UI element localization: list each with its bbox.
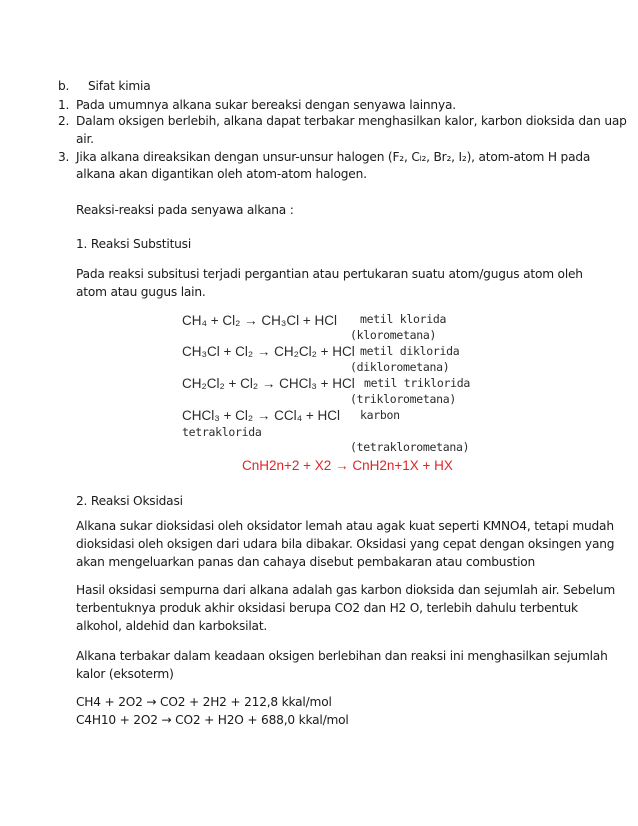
product-name: metil triklorida [364,376,470,390]
product-name: tetraklorida [182,425,262,439]
product-name: (diklorometana) [350,360,450,374]
product-name: metil klorida [360,312,447,326]
oxidation-paragraph: kalor (eksoterm) [76,667,174,681]
substitution-heading: 1. Reaksi Substitusi [76,237,192,251]
substitution-paragraph: Pada reaksi subsitusi terjadi pergantian atau pertukaran suatu atom/gugus atom oleh [76,267,583,281]
combustion-equation: CH4 + 2O2 → CO2 + 2H2 + 212,8 kkal/mol [76,695,332,709]
oxidation-paragraph: dioksidasi oleh oksigen dari udara bila dibakar. Oksidasi yang cepat dengan oksingen yang [76,537,615,551]
product-name: (triklorometana) [350,392,456,406]
substitution-paragraph: atom atau gugus lain. [76,285,206,299]
general-equation: CnH2n+2 + X2 → CnH2n+1X + HX [242,458,453,473]
oxidation-paragraph: Alkana terbakar dalam keadaan oksigen berlebihan dan reaksi ini menghasilkan sejumlah [76,649,608,663]
oxidation-paragraph: terbentuknya produk akhir oksidasi berupa CO2 dan H2 O, terlebih dahulu terbentuk [76,601,578,615]
list-item-number: 3. [58,150,70,164]
reactions-heading: Reaksi-reaksi pada senyawa alkana : [76,203,294,217]
list-item-text: air. [76,132,94,146]
list-item-text: Pada umumnya alkana sukar bereaksi dengan senyawa lainnya. [76,98,456,112]
oxidation-paragraph: akan mengeluarkan panas dan cahaya disebut pembakaran atau combustion [76,555,536,569]
product-name: karbon [360,408,400,422]
list-item-number: 1. [58,98,70,112]
combustion-equation: C4H10 + 2O2 → CO2 + H2O + 688,0 kkal/mol [76,713,349,727]
reaction-equation: CH₃Cl + Cl₂ → CH₂Cl₂ + HCl [182,344,355,359]
section-title: Sifat kimia [88,79,151,93]
list-item-text: Jika alkana direaksikan dengan unsur-unsur halogen (F₂, Cₗ₂, Br₂, I₂), atom-atom H pada [76,150,591,164]
product-name: metil diklorida [360,344,460,358]
list-item-number: 2. [58,114,70,128]
reaction-equation: CH₄ + Cl₂ → CH₃Cl + HCl [182,313,338,328]
section-marker: b. [58,79,70,93]
product-name: (klorometana) [350,328,437,342]
oxidation-paragraph: Hasil oksidasi sempurna dari alkana adalah gas karbon dioksida dan sejumlah air. Sebelum [76,583,615,597]
product-name: (tetraklorometana) [350,440,470,454]
oxidation-paragraph: alkohol, aldehid dan karboksilat. [76,619,268,633]
reaction-equation: CH₂Cl₂ + Cl₂ → CHCl₃ + HCl [182,376,355,391]
list-item-text: alkana akan digantikan oleh atom-atom halogen. [76,167,367,181]
list-item-text: Dalam oksigen berlebih, alkana dapat terbakar menghasilkan kalor, karbon dioksida dan uap [76,114,627,128]
oxidation-paragraph: Alkana sukar dioksidasi oleh oksidator lemah atau agak kuat seperti KMNO4, tetapi mudah [76,519,614,533]
reaction-equation: CHCl₃ + Cl₂ → CCl₄ + HCl [182,408,341,423]
oxidation-heading: 2. Reaksi Oksidasi [76,494,183,508]
